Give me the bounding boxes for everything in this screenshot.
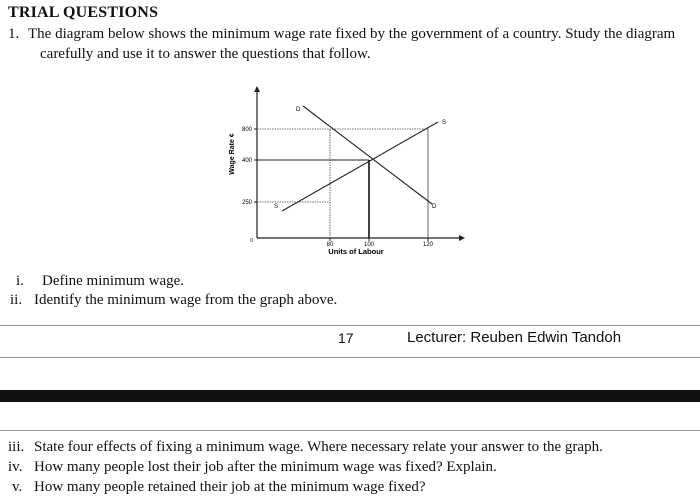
page-number: 17 <box>338 330 354 346</box>
subquestion-text: How many people lost their job after the minimum wage was fixed? Explain. <box>34 459 497 475</box>
page-break-bar <box>0 390 700 402</box>
question-text-line-2: carefully and use it to answer the questions that follow. <box>40 46 371 62</box>
y-tick-label: 800 <box>241 127 252 133</box>
y-tick-label: 250 <box>241 200 252 206</box>
subquestion-text: Define minimum wage. <box>42 273 185 289</box>
supply-end-label: S <box>442 120 447 126</box>
subquestion-numeral: iv. <box>8 459 23 475</box>
subquestion-numeral: ii. <box>10 292 23 308</box>
demand-end-label: D <box>432 204 437 210</box>
origin-label: 0 <box>250 238 253 244</box>
x-axis-title: Units of Labour <box>328 247 384 256</box>
x-tick-label: 100 <box>363 242 375 248</box>
subquestion-numeral: iii. <box>8 439 25 455</box>
next-page-rule <box>0 430 700 431</box>
subquestion-text: Identify the minimum wage from the graph above. <box>34 292 338 308</box>
demand-start-label: D <box>296 107 301 113</box>
x-axis-arrow <box>459 235 465 241</box>
minimum-wage-diagram <box>210 86 480 266</box>
supply-start-label: S <box>274 204 279 210</box>
footer-rule-top <box>0 325 700 326</box>
supply-curve <box>282 122 438 211</box>
x-tick-label: 120 <box>422 242 434 248</box>
question-number: 1. <box>8 26 20 42</box>
subquestion-numeral: v. <box>12 479 23 495</box>
lecturer-credit: Lecturer: Reuben Edwin Tandoh <box>407 329 622 346</box>
subquestion-text: State four effects of fixing a minimum wage. Where necessary relate your answer to the graph. <box>34 439 603 455</box>
demand-curve <box>303 106 432 204</box>
x-tick-label: 80 <box>326 242 334 248</box>
subquestion-numeral: i. <box>16 273 24 289</box>
subquestion-text: How many people retained their job at the minimum wage fixed? <box>34 479 426 495</box>
y-tick-label: 400 <box>241 158 252 164</box>
footer-rule-bottom <box>0 357 700 358</box>
question-text-line-1: The diagram below shows the minimum wage rate fixed by the government of a country. Study the diagram <box>28 26 676 42</box>
page-heading: TRIAL QUESTIONS <box>8 4 159 21</box>
y-axis-arrow <box>254 86 260 92</box>
y-axis-title: Wage Rate ¢ <box>229 133 236 175</box>
